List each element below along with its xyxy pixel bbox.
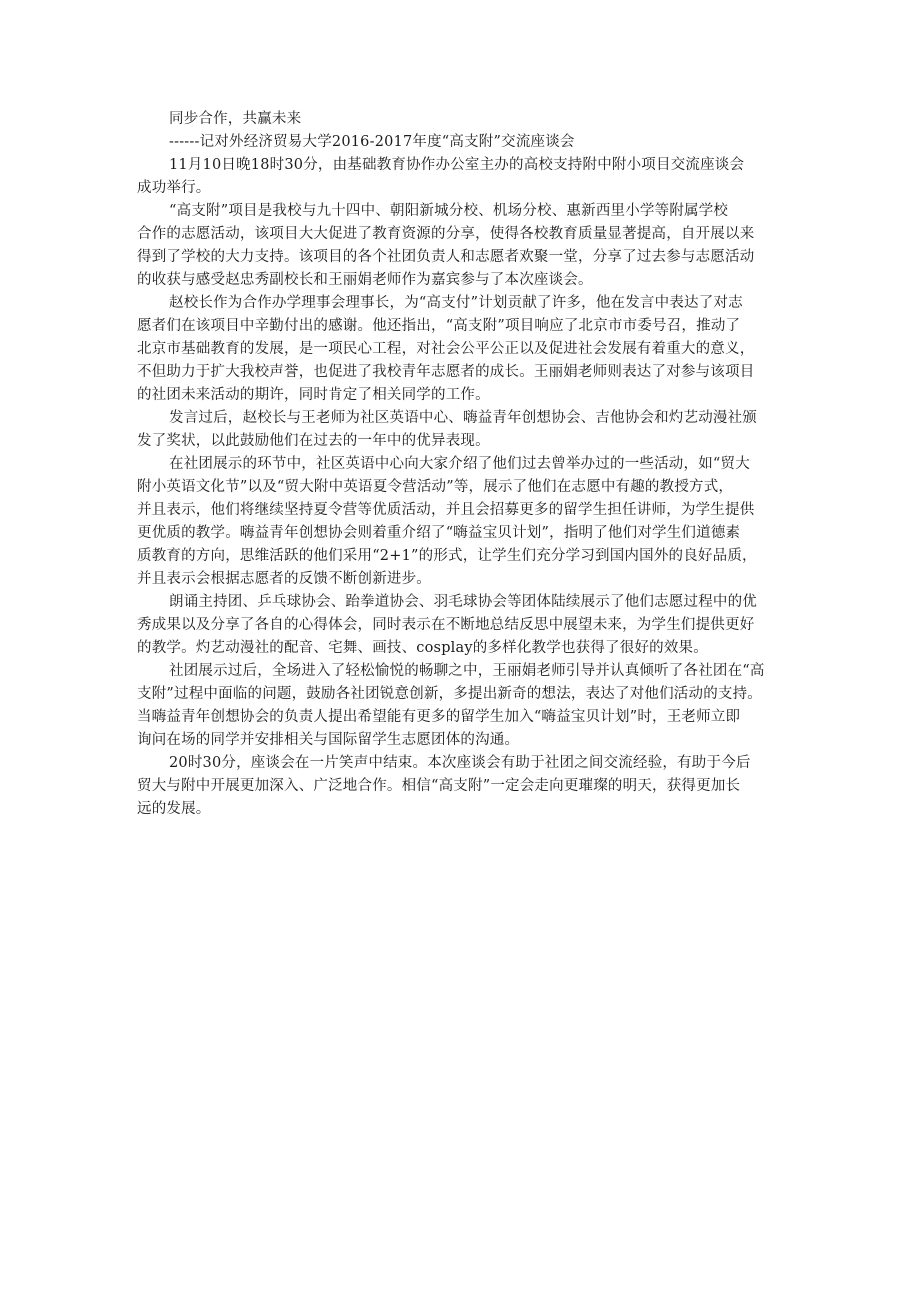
paragraph-6 [137,591,787,660]
paragraph-line: 合作的志愿活动，该项目大大促进了教育资源的分享，使得各校教育质量显著提高，自开展以来 [137,226,755,242]
paragraph-line: 的教学。灼艺动漫社的配音、宅舞、画技、cosplay的多样化教学也获得了很好的效果。 [137,640,708,656]
paragraph-line: 的收获与感受赵忠秀副校长和王丽娟老师作为嘉宾参与了本次座谈会。 [137,272,593,288]
paragraph-line: “高支附”项目是我校与九十四中、朝阳新城分校、机场分校、惠新西里小学等附属学校 [169,203,729,219]
paragraph-8 [137,752,787,821]
paragraph-line: 成功举行。 [137,180,211,196]
paragraph-line: 贸大与附中开展更加深入、广泛地合作。相信“高支附”一定会走向更璀璨的明天，获得更加长 [137,778,741,794]
document-subtitle: ------记对外经济贸易大学2016-2017年度“高支附”交流座谈会 [169,134,575,150]
paragraph-line: 发言过后，赵校长与王老师为社区英语中心、嗨益青年创想协会、吉他协会和灼艺动漫社颁 [169,410,757,426]
paragraph-line: 询问在场的同学并安排相关与国际留学生志愿团体的沟通。 [137,732,520,748]
paragraph-line: 并且表示，他们将继续坚持夏令营等优质活动，并且会招募更多的留学生担任讲师，为学生提供 [137,502,755,518]
paragraph-2 [137,200,787,292]
paragraph-line: 的社团未来活动的期许，同时肯定了相关同学的工作。 [137,387,490,403]
paragraph-line: 质教育的方向，思维活跃的他们采用“2+1”的形式，让学生们充分学习到国内国外的良好品质， [137,548,757,564]
paragraph-line: 愿者们在该项目中辛勤付出的感谢。他还指出，“高支附”项目响应了北京市市委号召，推动了 [137,318,741,334]
paragraph-3 [137,292,787,407]
paragraph-4 [137,407,787,453]
paragraph-line: 并且表示会根据志愿者的反馈不断创新进步。 [137,571,431,587]
paragraph-line: 赵校长作为合作办学理事会理事长，为“高支付”计划贡献了许多，他在发言中表达了对志 [169,295,743,311]
document-title: 同步合作，共赢未来 [169,111,302,127]
paragraph-line: 北京市基础教育的发展，是一项民心工程，对社会公平公正以及促进社会发展有着重大的意义， [137,341,755,357]
paragraph-5 [137,453,787,591]
paragraph-line: 更优质的教学。嗨益青年创想协会则着重介绍了“嗨益宝贝计划”，指明了他们对学生们道德素 [137,525,741,541]
paragraph-line: 附小英语文化节”以及“贸大附中英语夏令营活动”等，展示了他们在志愿中有趣的教授方式， [137,479,734,495]
paragraph-line: 朗诵主持团、乒乓球协会、跆拳道协会、羽毛球协会等团体陆续展示了他们志愿过程中的优 [169,594,757,610]
paragraph-line: 秀成果以及分享了各自的心得体会，同时表示在不断地总结反思中展望未来，为学生们提供更好 [137,617,755,633]
paragraph-line: 11月10日晚18时30分，由基础教育协作办公室主办的高校支持附中附小项目交流座谈会 [169,157,745,173]
paragraph-line: 远的发展。 [137,801,211,817]
paragraph-line: 在社团展示的环节中，社区英语中心向大家介绍了他们过去曾举办过的一些活动，如“贸大 [169,456,750,472]
paragraph-line: 不但助力于扩大我校声誉，也促进了我校青年志愿者的成长。王丽娟老师则表达了对参与该项目 [137,364,755,380]
paragraph-line: 支附”过程中面临的问题，鼓励各社团锐意创新，多提出新奇的想法，表达了对他们活动的支持。 [137,686,763,702]
paragraph-7 [137,660,787,752]
paragraph-line: 当嗨益青年创想协会的负责人提出希望能有更多的留学生加入“嗨益宝贝计划”时，王老师立即 [137,709,741,725]
paragraph-line: 20时30分，座谈会在一片笑声中结束。本次座谈会有助于社团之间交流经验，有助于今后 [169,755,751,771]
paragraph-line: 发了奖状，以此鼓励他们在过去的一年中的优异表现。 [137,433,490,449]
document-page [137,108,787,821]
paragraph-line: 社团展示过后，全场进入了轻松愉悦的畅聊之中，王丽娟老师引导并认真倾听了各社团在“高 [169,663,765,679]
paragraph-1 [137,154,787,200]
paragraph-line: 得到了学校的大力支持。该项目的各个社团负责人和志愿者欢聚一堂，分享了过去参与志愿活动 [137,249,755,265]
